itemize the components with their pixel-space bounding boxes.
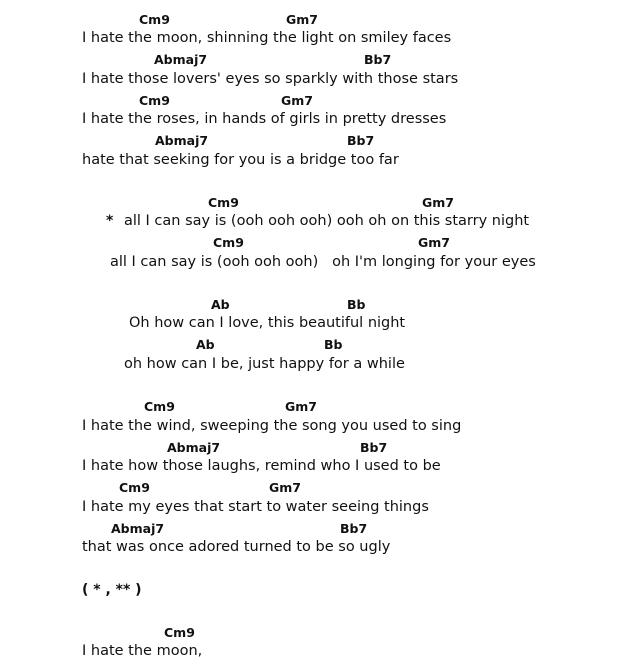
lyric-line: I hate the wind, sweeping the song you used to sing [82,418,462,434]
lyric-line: all I can say is (ooh ooh ooh) oh I'm longing for your eyes [110,254,536,270]
chord: Abmaj7 [155,133,209,148]
chord: Gm7 [418,235,450,250]
chord: Bb7 [360,440,388,455]
lyric-line: that was once adored turned to be so ugly [82,539,391,555]
lyric-line: all I can say is (ooh ooh ooh) ooh oh on this starry night [124,213,530,229]
chord: Ab [196,337,215,352]
chord: Abmaj7 [154,52,208,67]
chord: Cm9 [144,399,175,414]
chord: Bb7 [364,52,392,67]
chord: Gm7 [286,12,318,27]
chord: Bb [324,337,343,352]
repeat-marker: ( * , ** ) [82,582,142,598]
lyric-line: I hate my eyes that start to water seeing things [82,499,429,515]
chord: Bb [347,297,366,312]
lyric-line: I hate the moon, [82,643,203,659]
chord: Gm7 [422,195,454,210]
lyric-line: Oh how can I love, this beautiful night [129,315,406,331]
lyric-line: I hate the moon, shinning the light on smiley faces [82,30,452,46]
chord: Gm7 [285,399,317,414]
lyric-line: hate that seeking for you is a bridge too far [82,152,399,168]
chord: Cm9 [139,12,170,27]
chord: Cm9 [119,480,150,495]
chord: Abmaj7 [111,521,165,536]
lyric-line: I hate those lovers' eyes so sparkly with those stars [82,71,459,87]
chord: Bb7 [347,133,375,148]
chord: Cm9 [208,195,239,210]
chord: Cm9 [213,235,244,250]
chord: Gm7 [281,93,313,108]
chord: Abmaj7 [167,440,221,455]
lyric-line: oh how can I be, just happy for a while [124,356,405,372]
chorus-marker: * [106,213,114,229]
lyric-line: I hate the roses, in hands of girls in pretty dresses [82,111,447,127]
chord: Cm9 [139,93,170,108]
chord: Bb7 [340,521,368,536]
chord: Gm7 [269,480,301,495]
lyric-line: I hate how those laughs, remind who I used to be [82,458,441,474]
chord: Cm9 [164,625,195,640]
chord: Ab [211,297,230,312]
